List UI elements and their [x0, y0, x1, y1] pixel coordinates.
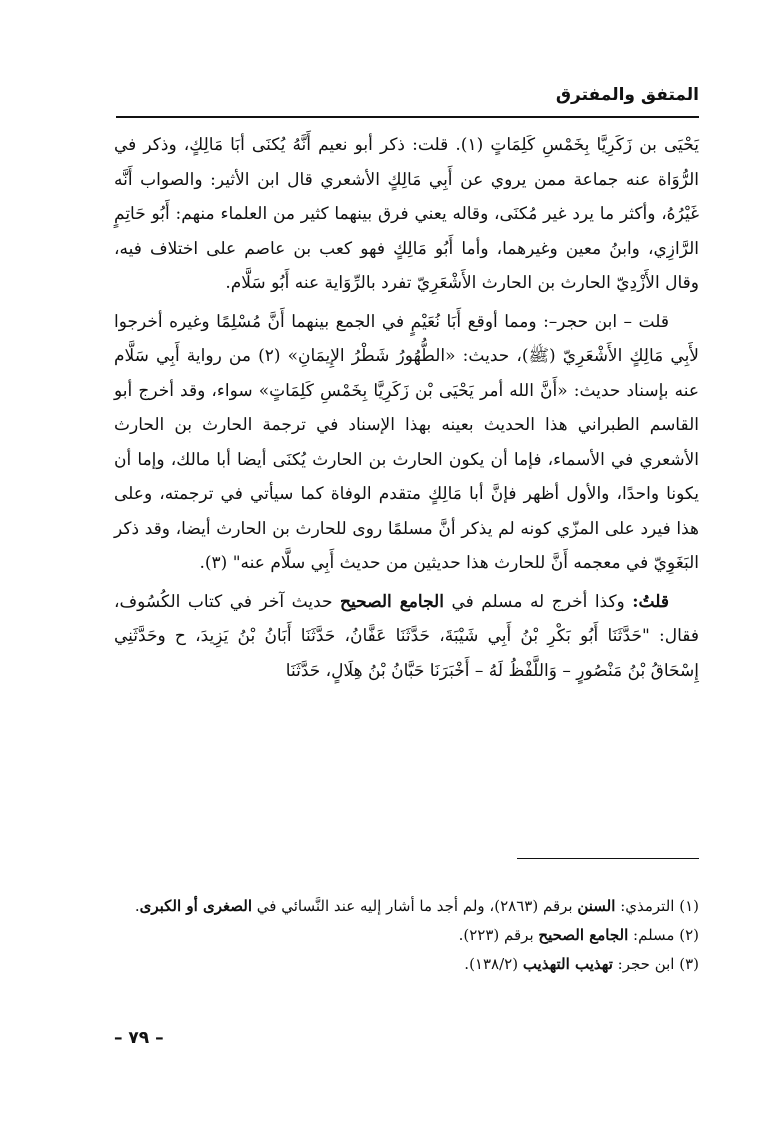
- footnote-1-book: السنن: [577, 897, 616, 915]
- footnote-1-book-2: الصغرى أو الكبرى: [139, 897, 253, 915]
- paragraph-3-label: قلتُ:: [632, 591, 669, 612]
- footnote-3-text: (١٣٨/٢).: [464, 955, 523, 973]
- header-rule: [116, 116, 699, 118]
- paragraph-2: قلت – ابن حجر–: ومما أوقع أَبَا نُعَيْمٍ في الجمع بينهما أَنَّ مُسْلِمًا وغيره أخرجوا لأَبِي مَالِكٍ الأَشْعَرِيّ (ﷺ)، حديث: «الطُّهُورُ شَطْرُ الإِيمَانِ» (٢) من رواية أَبِي سَلَّام عنه بإسناد حديث: «أَنَّ الله أمر يَحْيَى بْن زَكَرِيَّا بِخَمْسِ كَلِمَاتٍ» سواء، وقد أخرج أبو القاسم الطبراني هذا الحديث بعينه بهذا الإسناد في ترجمة الحارث بن الحارث الأشعري في الأسماء، فإما أن يكون الحارث بن الحارث يُكنَى أيضا أبا مالك، وإما أن يكونا واحدًا، والأول أظهر فإنَّ أبا مَالِكٍ متقدم الوفاة كما سيأتي في ترجمته، وعلى هذا فيرد على المزّي كونه لم يذكر أنَّ مسلمًا روى للحارث بن الحارث أيضا، وقد ذكر البَغَوِيّ في معجمه أَنَّ للحارث هذا حديثين من حديث أَبِي سلَّام عنه" (٣).: [114, 311, 699, 573]
- footnote-1-author: (١) الترمذي:: [615, 897, 699, 915]
- footnote-2: [114, 921, 699, 950]
- paragraph-1: يَحْيَى بن زَكَرِيَّا بِخَمْسِ كَلِمَاتٍ (١). قلت: ذكر أبو نعيم أَنَّهُ يُكنَى أبَا مَالِكٍ، وذكر في الرُّوَاة عنه جماعة ممن يروي عن أَبِي مَالِكٍ الأشعري قال ابن الأثير: والصواب أَنَّه غَيْرُهُ، وأكثر ما يرد غير مُكنَى، وقاله يعني فرق بينهما كثير من العلماء منهم: أَبُو حَاتِمٍ الرَّازِي، وابنُ معين وغيرهما، وأما أَبُو مَالِكٍ فهو كعب بن عاصم على اختلاف فيه، وقال الأَزْدِيّ الحارث بن الحارث الأَشْعَرِيّ تفرد بالرِّوَاية عنه أَبُو سَلَّام.: [114, 135, 699, 293]
- footnote-2-text: برقم (٢٢٣).: [458, 926, 539, 944]
- paragraph-3-rest: حديث آخر في كتاب الكُسُوف، فقال: "حَدَّثَنَا أَبُو بَكْرِ بْنُ أَبِي شَيْبَةَ، حَدَّثَنَا عَفَّانُ، حَدَّثَنَا أَبَانُ بْنُ يَزِيدَ، ح وحَدَّثَنِي إِسْحَاقُ بْنُ مَنْصُورٍ – وَاللَّفْظُ لَهُ – أَخْبَرَنَا حَبَّانُ بْنُ هِلَالٍ، حَدَّثَنَا: [114, 591, 699, 681]
- footnote-3: [114, 950, 699, 979]
- footnote-3-author: (٣) ابن حجر:: [612, 955, 699, 973]
- paragraph-3-book-title: الجامع الصحيح: [340, 591, 444, 612]
- footnote-3-book: تهذيب التهذيب: [522, 955, 613, 973]
- running-title: المتفق والمفترق: [555, 85, 699, 105]
- footnote-2-author: (٢) مسلم:: [628, 926, 699, 944]
- footnote-2-book: الجامع الصحيح: [538, 926, 629, 944]
- footnotes: [114, 892, 699, 979]
- footnote-1: [114, 892, 699, 921]
- page-number: – ٧٩ –: [114, 1028, 164, 1048]
- footnote-1-end: .: [134, 897, 140, 915]
- footnote-rule: [517, 858, 699, 859]
- paragraph-3: [114, 585, 699, 689]
- footnote-1-text: برقم (٢٨٦٣)، ولم أجد ما أشار إليه عند النَّسائي في: [252, 897, 578, 915]
- paragraph-3-text: وكذا أخرج له مسلم في: [443, 591, 633, 612]
- main-text: [114, 128, 699, 688]
